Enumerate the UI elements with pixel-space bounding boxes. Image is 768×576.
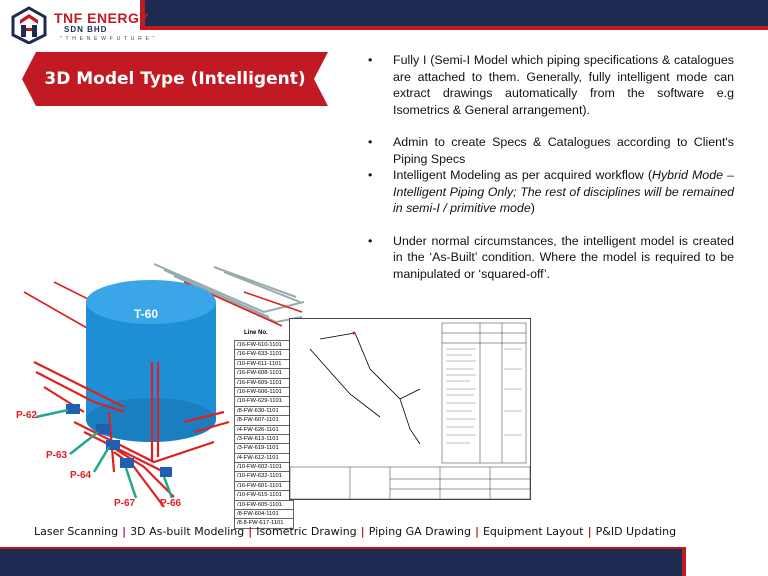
line-table-row: /10-FW-632-1101 (234, 471, 294, 480)
line-table-row: /16-FW-610-1101 (234, 340, 294, 349)
line-table-row: /16-FW-609-1101 (234, 378, 294, 387)
line-table-row: /10-FW-611-1101 (234, 359, 294, 368)
line-table-row: /16-FW-608-1101 (234, 368, 294, 377)
separator: | (122, 525, 127, 538)
line-table-row: /10-FW-606-1101 (234, 387, 294, 396)
service-item: 3D As-built Modeling (130, 525, 245, 538)
pump-label: P-64 (70, 470, 92, 481)
service-item: Equipment Layout (482, 525, 584, 538)
bullet-text: Intelligent Modeling as per acquired workflow ( (393, 168, 653, 182)
bullet-dot-icon: • (368, 135, 373, 149)
bullet-dot-icon: • (368, 53, 373, 67)
isometric-drawing-sheet (289, 318, 531, 500)
pump-label: P-63 (46, 450, 68, 461)
company-logo (6, 4, 156, 48)
pump-label: P-67 (114, 498, 136, 509)
line-table-row: /8-FW-604-1101 (234, 509, 294, 518)
tank-label: T-60 (134, 307, 159, 321)
line-table-row: /10-FW-602-1101 (234, 462, 294, 471)
tnf-logo-icon (10, 6, 48, 44)
bullet-text: Under normal circumstances, the intelligent model is created in the ‘As-Built’ condition. Where the model is required to be manipulated or ‘squared-off’. (393, 233, 734, 281)
bullet-text: ) (530, 201, 535, 215)
line-table-row: /3-FW-613-1101 (234, 434, 294, 443)
bullet-item (368, 52, 734, 118)
line-table-row: /4-FW-626-1101 (234, 425, 294, 434)
bullet-text: Admin to create Specs & Catalogues according to Client's Piping Specs (393, 135, 734, 166)
brand-tagline: " T H E N E W F U T U R E " (60, 36, 156, 42)
service-item: Laser Scanning (34, 525, 119, 538)
bullet-dot-icon: • (368, 233, 373, 248)
service-item: Piping GA Drawing (368, 525, 471, 538)
bottom-footer-bar (0, 547, 768, 576)
line-number-table (234, 330, 294, 529)
bullet-item (368, 167, 734, 217)
separator: | (248, 525, 253, 538)
top-bar-navy (145, 0, 768, 26)
separator: | (360, 525, 365, 538)
bullet-list (368, 52, 734, 282)
line-table-row: /10-FW-605-1101 (234, 500, 294, 509)
line-table-row: /3-FW-619-1101 (234, 443, 294, 452)
line-table-row: /16-FW-633-1101 (234, 349, 294, 358)
line-table-row: /16-FW-601-1101 (234, 481, 294, 490)
service-item: P&ID Updating (595, 525, 677, 538)
bullet-text: Fully I (Semi-I Model which piping specifications & catalogues are attached to them. Generally, fully intelligent mode can extract drawings automatically from the software e.g Isometrics & General arrangement). (393, 53, 734, 117)
bullet-item (368, 134, 734, 167)
separator: | (474, 525, 479, 538)
page-title: 3D Model Type (Intelligent) (44, 69, 306, 89)
service-item: Isometric Drawing (256, 525, 357, 538)
line-table-row: /10-FW-615-1101 (234, 490, 294, 499)
brand-sub: SDN BHD (64, 25, 108, 34)
bullet-text-italic: Hybrid Mode – Intelligent Piping Only; The rest of disciplines will be remained in semi-I / primitive mode (393, 168, 735, 215)
line-table-row: /8-FW-607-1101 (234, 415, 294, 424)
service-list (34, 525, 676, 538)
section-title-banner (22, 52, 328, 106)
pump-label: P-66 (160, 498, 182, 509)
brand-name: TNF ENERGY (54, 10, 150, 26)
line-table-header: Line No. (244, 330, 268, 336)
bullet-dot-icon: • (368, 168, 373, 182)
pump-label: P-62 (16, 410, 38, 421)
bottom-bar-navy (0, 549, 682, 576)
line-table-row: /4-FW-612-1101 (234, 453, 294, 462)
line-table-row: /8.8-FW-617-1101 (234, 518, 294, 528)
line-table-row: /10-FW-629-1101 (234, 396, 294, 405)
separator: | (587, 525, 592, 538)
bullet-item (368, 233, 734, 283)
line-table-row: /8-FW-630-1101 (234, 406, 294, 415)
